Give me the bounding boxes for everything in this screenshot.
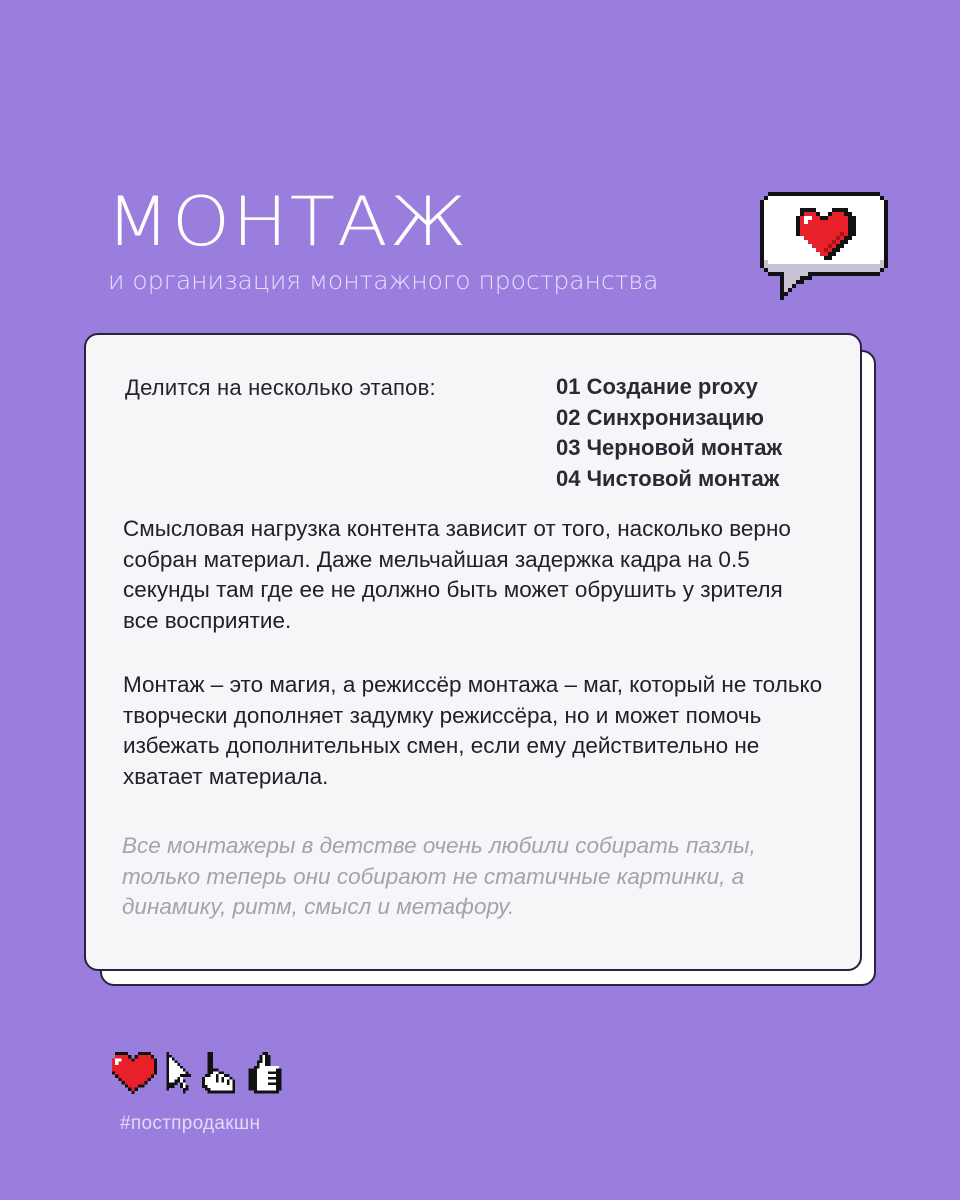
page-title: МОНТАЖ	[106, 182, 469, 262]
quote-puzzles: Все монтажеры в детстве очень любили собирать пазлы, только теперь они собирают не статичные картинки, а динамику, ритм, смысл и метафору.	[122, 833, 756, 919]
pixel-hand-pointer-icon	[202, 1052, 238, 1096]
pixel-cursor-arrow-icon	[166, 1052, 194, 1096]
pixel-thumbs-up-icon	[248, 1052, 282, 1096]
paragraph-editing-magic: Монтаж – это магия, а режиссёр монтажа – маг, который не только творчески дополняет задумку режиссёра, но и может помочь избежать дополнительных смен, если ему действительно не хватает материала.	[123, 672, 823, 789]
stages-label: Делится на несколько этапов:	[125, 375, 436, 400]
stages-list	[556, 372, 782, 494]
page-subtitle: и организация монтажного пространства	[108, 266, 659, 295]
pixel-heart-icon	[108, 1052, 158, 1094]
stage-item: 02 Синхронизацию	[556, 404, 764, 430]
speech-bubble-heart-icon	[760, 192, 888, 300]
stage-item: 03 Черновой монтаж	[556, 435, 783, 460]
stage-item: 04 Чистовой монтаж	[556, 465, 780, 491]
paragraph-content-meaning: Смысловая нагрузка контента зависит от того, насколько верно собран материал. Даже мельчайшая задержка кадра на 0.5 секунды там где ее не должно быть может обрушить у зрителя все восприятие.	[123, 516, 791, 633]
hashtag: #постпродакшн	[120, 1113, 261, 1134]
stage-item: 01 Создание proxy	[556, 374, 758, 399]
